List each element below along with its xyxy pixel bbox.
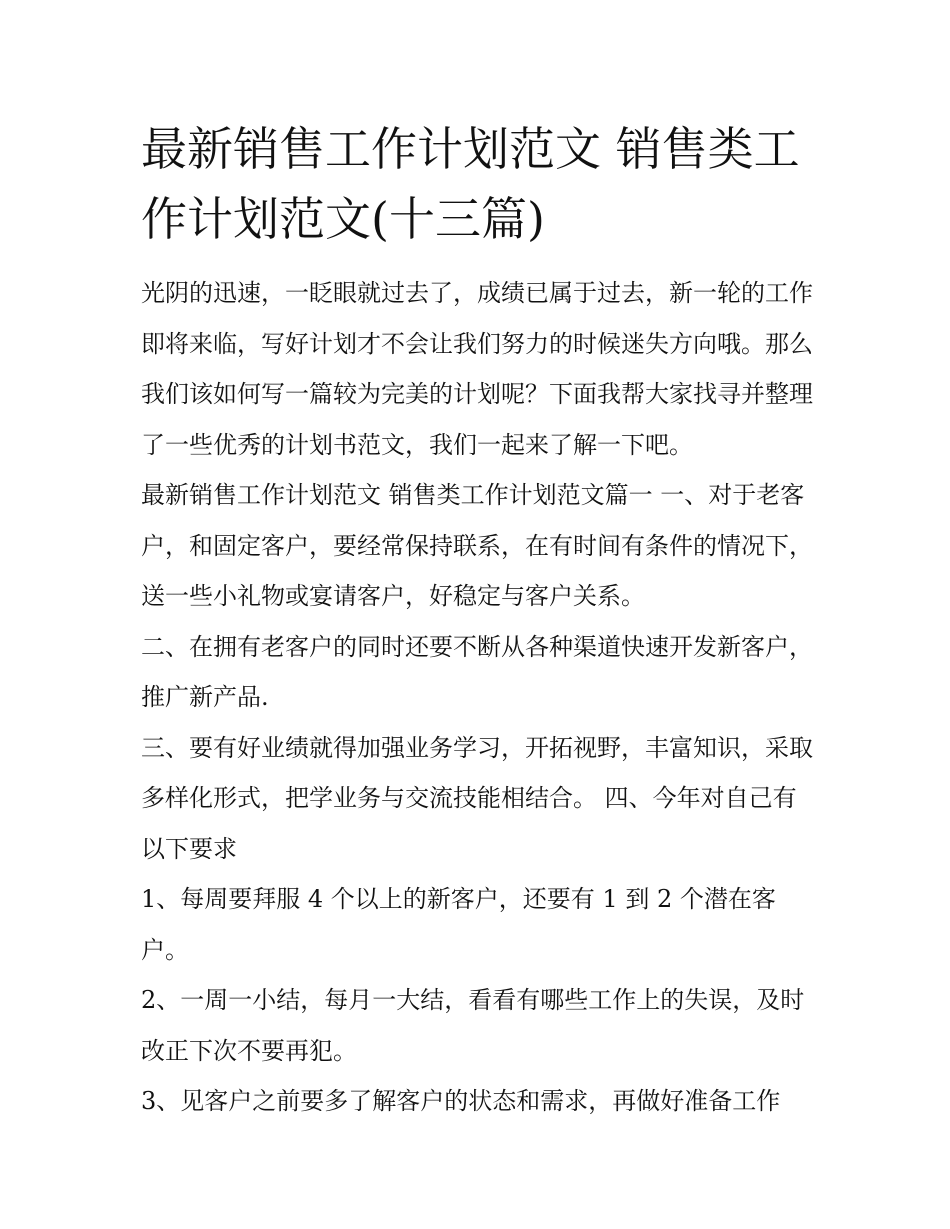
list-item-1: 1、每周要拜服 4 个以上的新客户，还要有 1 到 2 个潜在客户。 bbox=[141, 885, 776, 964]
paragraph-section-one: 最新销售工作计划范文 销售类工作计划范文篇一 一、对于老客户，和固定客户，要经常保持联系，在有时间有条件的情况下，送一些小礼物或宴请客户，好稳定与客户关系。 bbox=[141, 481, 813, 610]
document-content bbox=[141, 114, 813, 1127]
list-item-3: 3、见客户之前要多了解客户的状态和需求，再做好准备工作 bbox=[141, 1087, 781, 1115]
paragraph-section-three: 三、要有好业绩就得加强业务学习，开拓视野，丰富知识，采取多样化形式，把学业务与交流技能相结合。 四、今年对自己有以下要求 bbox=[141, 733, 813, 863]
document-body bbox=[141, 268, 813, 1127]
paragraph-intro: 光阴的迅速，一眨眼就过去了，成绩已属于过去，新一轮的工作即将来临，写好计划才不会让我们努力的时候迷失方向哦。那么我们该如何写一篇较为完美的计划呢？下面我帮大家找寻并整理了一些优秀的计划书范文，我们一起来了解一下吧。 bbox=[141, 279, 813, 459]
document-title: 最新销售工作计划范文 销售类工作计划范文(十三篇) bbox=[141, 122, 800, 246]
list-item-2: 2、一周一小结，每月一大结，看看有哪些工作上的失误，及时改正下次不要再犯。 bbox=[141, 986, 805, 1065]
paragraph-section-two: 二、在拥有老客户的同时还要不断从各种渠道快速开发新客户，推广新产品. bbox=[141, 632, 813, 711]
